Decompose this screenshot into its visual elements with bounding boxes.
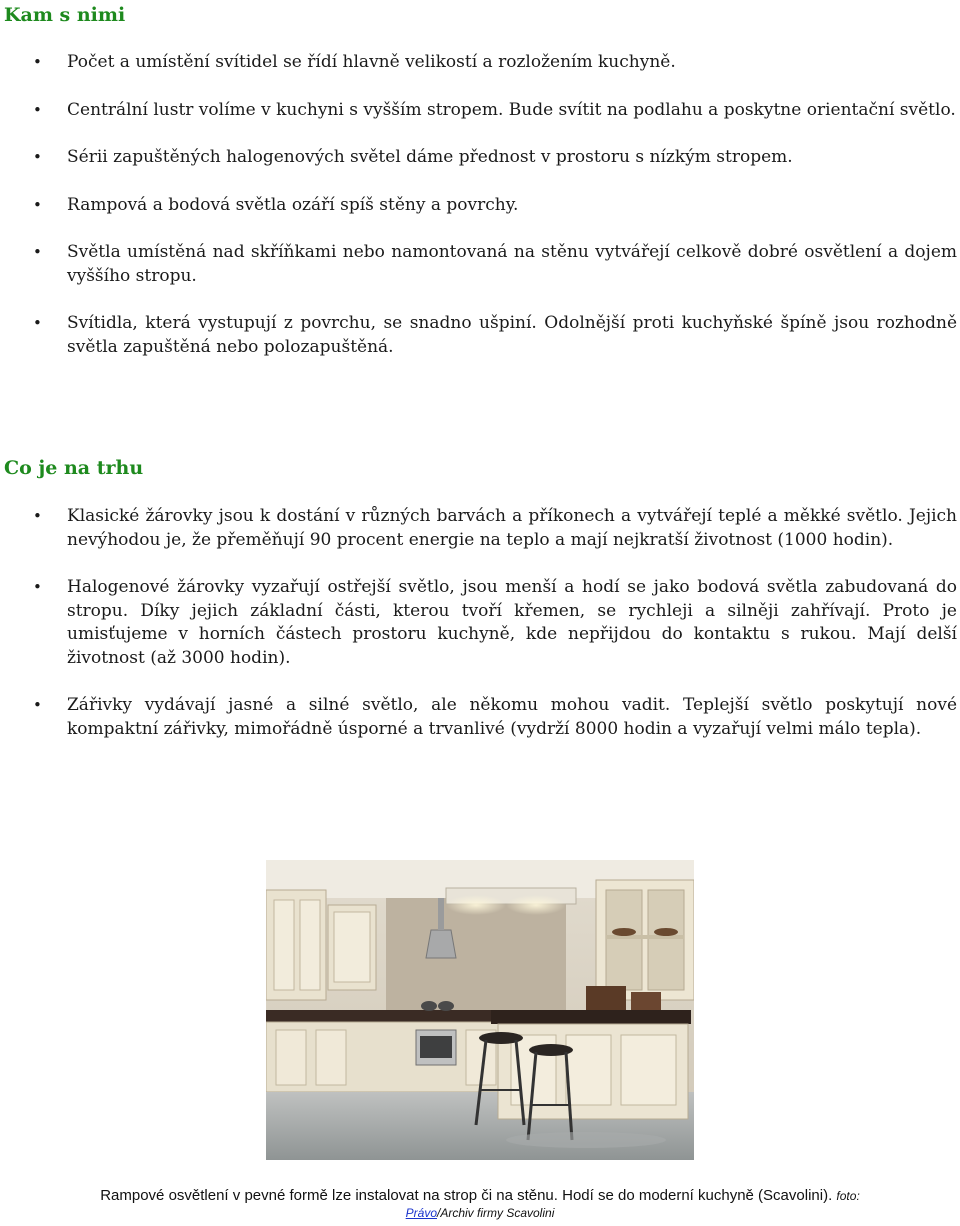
bullet-icon: •: [33, 148, 42, 166]
list-item-text: Halogenové žárovky vyzařují ostřejší světlo, jsou menší a hodí se jako bodová světla zabudovaná do stropu. Díky jejich základní části, kterou tvoří křemen, se rychleji a silněji zahřívají. Proto je umisťujeme v horních částech prostoru kuchyně, kde nepřijdou do kontaktu s rukou. Mají delší životnost (až 3000 hodin).: [67, 577, 957, 668]
photo-caption: [0, 1186, 960, 1221]
list-item: [0, 505, 960, 552]
list-item-text: Centrální lustr volíme v kuchyni s vyšším stropem. Bude svítit na podlahu a poskytne orientační světlo.: [67, 99, 956, 120]
caption-foto-label: foto:: [836, 1189, 860, 1203]
source-link[interactable]: Právo: [405, 1206, 437, 1220]
bullet-icon: •: [33, 507, 42, 525]
list-item-text: Sérii zapuštěných halogenových světel dáme přednost v prostoru s nízkým stropem.: [67, 147, 793, 167]
list-item: [0, 99, 960, 123]
bullet-icon: •: [33, 243, 42, 261]
list-item: [0, 51, 960, 75]
list-item: [0, 312, 960, 359]
bullet-icon: •: [33, 696, 42, 714]
bullet-icon: •: [33, 195, 42, 214]
bullet-list-lighting-placement: [0, 51, 960, 359]
list-item-text: Počet a umístění svítidel se řídí hlavně velikostí a rozložením kuchyně.: [67, 52, 676, 72]
list-item-text: Rampová a bodová světla ozáří spíš stěny a povrchy.: [67, 194, 519, 215]
list-item: [0, 241, 960, 288]
kitchen-photo: [266, 860, 694, 1160]
list-item-text: Zářivky vydávají jasné a silné světlo, ale někomu mohou vadit. Teplejší světlo poskytují nové kompaktní zářivky, mimořádně úsporné a trvanlivé (vydrží 8000 hodin a vyzařují velmi málo tepla).: [67, 695, 957, 739]
caption-credit: /Archiv firmy Scavolini: [437, 1206, 555, 1220]
section-heading-co-je-na-trhu: Co je na trhu: [4, 457, 144, 479]
list-item-text: Světla umístěná nad skříňkami nebo namontovaná na stěnu vytvářejí celkově dobré osvětlení a dojem vyššího stropu.: [67, 242, 957, 286]
list-item: [0, 694, 960, 741]
bullet-icon: •: [33, 314, 42, 332]
section-heading-kam-s-nimi: Kam s nimi: [4, 4, 126, 26]
list-item: [0, 576, 960, 670]
bullet-icon: •: [33, 100, 42, 119]
list-item: [0, 146, 960, 170]
bullet-icon: •: [33, 53, 42, 71]
list-item: [0, 194, 960, 218]
list-item-text: Klasické žárovky jsou k dostání v různých barvách a příkonech a vytvářejí teplé a měkké světlo. Jejich nevýhodou je, že přeměňují 90 procent energie na teplo a mají nejkratší životnost (1000 hodin).: [67, 506, 957, 550]
caption-text: Rampové osvětlení v pevné formě lze instalovat na strop či na stěnu. Hodí se do moderní kuchyně (Scavolini).: [100, 1187, 833, 1204]
bullet-icon: •: [33, 578, 42, 596]
list-item-text: Svítidla, která vystupují z povrchu, se snadno ušpiní. Odolnější proti kuchyňské špíně jsou rozhodně světla zapuštěná nebo polozapuštěná.: [67, 313, 957, 357]
bullet-list-bulb-types: [0, 505, 960, 741]
